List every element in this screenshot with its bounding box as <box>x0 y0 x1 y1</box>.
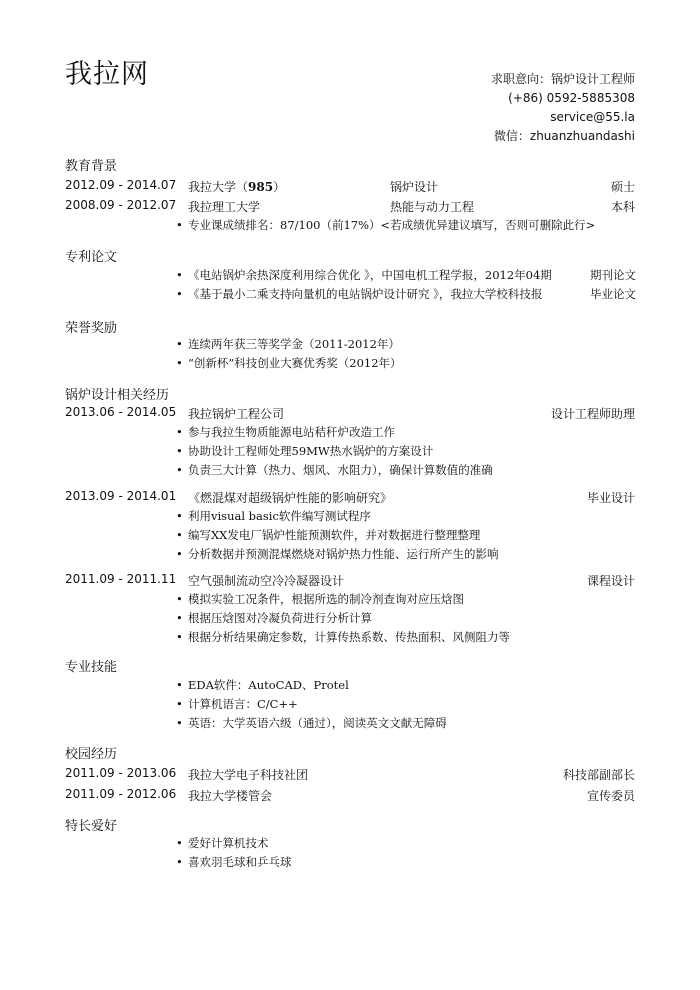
bullet-icon: • <box>176 630 183 644</box>
list-item <box>176 355 636 373</box>
education-degree: 硕士 <box>610 180 635 194</box>
award-text: “创新杯”科技创业大赛优秀奖（2012年） <box>188 356 402 370</box>
hobby-text: 爱好计算机技术 <box>188 836 269 850</box>
experience-date: 2013.06 - 2014.05 <box>65 405 177 419</box>
bullet-icon: • <box>176 678 183 692</box>
section-title-awards: 荣誉奖励 <box>65 321 118 336</box>
list-item <box>176 854 636 872</box>
list-item <box>176 443 636 461</box>
bullet-icon: • <box>176 425 183 439</box>
campus-row <box>65 766 635 784</box>
phone: (+86) 0592-5885308 <box>508 91 635 105</box>
school-rank: 985 <box>248 180 274 194</box>
email: service@55.la <box>550 110 635 124</box>
campus-row <box>65 787 635 805</box>
education-major: 锅炉设计 <box>390 180 439 194</box>
list-item <box>176 336 636 354</box>
wechat <box>491 127 635 146</box>
bullet-icon: • <box>176 592 183 606</box>
bullet-icon: • <box>176 547 183 561</box>
education-school: 我拉理工大学 <box>188 200 261 214</box>
list-item <box>176 217 636 235</box>
candidate-name: 我拉网 <box>65 59 149 90</box>
school-name: 我拉大学（ <box>188 180 249 194</box>
experience-detail: 根据分析结果确定参数，计算传热系数、传热面积、风侧阻力等 <box>188 630 510 644</box>
experience-row <box>65 405 635 423</box>
education-date: 2012.09 - 2014.07 <box>65 178 177 192</box>
experience-date: 2011.09 - 2011.11 <box>65 572 177 586</box>
experience-org: 空气强制流动空冷冷凝器设计 <box>188 574 345 588</box>
wechat-label: 微信： <box>493 129 530 143</box>
list-item <box>176 527 636 545</box>
section-title-papers: 专利论文 <box>65 250 118 265</box>
list-item <box>176 835 636 853</box>
education-degree: 本科 <box>610 200 635 214</box>
experience-detail: 负责三大计算（热力、烟风、水阻力），确保计算数值的准确 <box>188 463 493 477</box>
list-item <box>176 546 636 564</box>
experience-org: 我拉锅炉工程公司 <box>188 407 285 421</box>
bullet-icon: • <box>176 463 183 477</box>
grade-ranking: 专业课成绩排名：87/100（前17%）<若成绩优异建议填写，否则可删除此行> <box>188 218 596 232</box>
experience-detail: 利用visual basic软件编写测试程序 <box>188 509 371 523</box>
education-school <box>188 178 285 195</box>
list-item <box>176 715 636 733</box>
education-major: 热能与动力工程 <box>390 200 475 214</box>
bullet-icon: • <box>176 697 183 711</box>
bullet-icon: • <box>176 356 183 370</box>
skill-text: 英语：大学英语六级（通过），阅读英文文献无障碍 <box>188 716 447 730</box>
experience-detail: 编写XX发电厂锅炉性能预测软件，并对数据进行整理整理 <box>188 528 481 542</box>
experience-org: 《燃混煤对超级锅炉性能的影响研究》 <box>188 491 393 505</box>
paper-title: 《基于最小二乘支持向量机的电站锅炉设计研究 》，我拉大学校科技报 <box>188 287 543 301</box>
experience-detail: 参与我拉生物质能源电站秸秆炉改造工作 <box>188 425 395 439</box>
bullet-icon: • <box>176 611 183 625</box>
list-item <box>176 610 636 628</box>
objective-label: 求职意向： <box>490 72 551 86</box>
campus-org: 我拉大学电子科技社团 <box>188 768 309 782</box>
experience-detail: 根据压焓图对冷凝负荷进行分析计算 <box>188 611 372 625</box>
objective-value: 锅炉设计工程师 <box>550 72 635 86</box>
contact-block <box>491 70 635 146</box>
section-title-skills: 专业技能 <box>65 660 118 675</box>
bullet-icon: • <box>176 444 183 458</box>
education-row <box>65 178 635 196</box>
bullet-icon: • <box>176 716 183 730</box>
education-row <box>65 198 635 216</box>
campus-date: 2011.09 - 2013.06 <box>65 766 177 780</box>
experience-detail: 模拟实验工况条件，根据所选的制冷剂查询对应压焓图 <box>188 592 464 606</box>
bullet-icon: • <box>176 855 183 869</box>
skill-text: 计算机语言：C/C++ <box>188 697 298 711</box>
experience-detail: 分析数据并预测混煤燃烧对锅炉热力性能、运行所产生的影响 <box>188 547 499 561</box>
bullet-icon: • <box>176 509 183 523</box>
school-paren: ） <box>273 180 286 194</box>
bullet-icon: • <box>176 836 183 850</box>
experience-role: 设计工程师助理 <box>550 407 635 421</box>
award-text: 连续两年获三等奖学金（2011-2012年） <box>188 337 400 351</box>
paper-type: 期刊论文 <box>590 268 636 282</box>
bullet-icon: • <box>176 287 183 301</box>
bullet-icon: • <box>176 528 183 542</box>
job-objective <box>491 70 635 89</box>
campus-org: 我拉大学楼管会 <box>188 789 273 803</box>
campus-role: 宣传委员 <box>586 789 635 803</box>
experience-role: 课程设计 <box>586 574 635 588</box>
paper-type: 毕业论文 <box>590 287 636 301</box>
section-title-education: 教育背景 <box>65 159 118 174</box>
list-item <box>176 677 636 695</box>
bullet-icon: • <box>176 218 183 232</box>
experience-date: 2013.09 - 2014.01 <box>65 489 177 503</box>
hobby-text: 喜欢羽毛球和乒乓球 <box>188 855 292 869</box>
list-item <box>176 286 636 304</box>
experience-row <box>65 489 635 507</box>
education-date: 2008.09 - 2012.07 <box>65 198 177 212</box>
list-item <box>176 591 636 609</box>
bullet-icon: • <box>176 268 183 282</box>
list-item <box>176 424 636 442</box>
campus-role: 科技部副部长 <box>562 768 635 782</box>
section-title-hobbies: 特长爱好 <box>65 819 118 834</box>
wechat-value: zhuanzhuandashi <box>529 129 635 143</box>
experience-row <box>65 572 635 590</box>
list-item <box>176 629 636 647</box>
list-item <box>176 462 636 480</box>
bullet-icon: • <box>176 337 183 351</box>
list-item <box>176 508 636 526</box>
experience-role: 毕业设计 <box>586 491 635 505</box>
skill-text: EDA软件：AutoCAD、Protel <box>188 678 349 692</box>
section-title-campus: 校园经历 <box>65 747 118 762</box>
paper-title: 《电站锅炉余热深度利用综合优化 》，中国电机工程学报，2012年04期 <box>188 268 552 282</box>
list-item <box>176 696 636 714</box>
section-title-experience: 锅炉设计相关经历 <box>65 388 170 403</box>
campus-date: 2011.09 - 2012.06 <box>65 787 177 801</box>
experience-detail: 协助设计工程师处理59MW热水锅炉的方案设计 <box>188 444 434 458</box>
list-item <box>176 267 636 285</box>
